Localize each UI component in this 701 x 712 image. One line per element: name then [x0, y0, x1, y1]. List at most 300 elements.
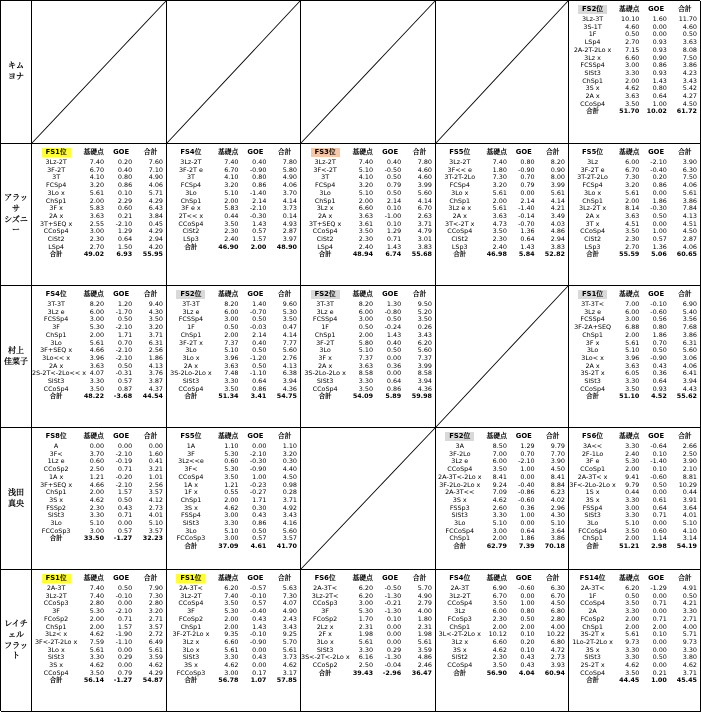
element-score: 4.60 [417, 165, 432, 174]
element-code: ChSp1 [582, 76, 603, 85]
element-score: 4.01 [682, 511, 697, 520]
element-code: ChSp1 [45, 622, 67, 631]
goe-value: 1.86 [652, 196, 667, 205]
goe-value: 0.90 [652, 53, 667, 62]
element-score: 5.61 [550, 188, 565, 197]
element-score: 4.62 [148, 661, 163, 670]
head-to-head-empty-cell [301, 428, 436, 570]
goe-value: -1.40 [518, 204, 535, 213]
element-code: 3Lo [185, 346, 197, 355]
goe-value: -0.30 [249, 457, 267, 466]
base-value: 4.07 [89, 369, 105, 378]
base-value: 1.98 [358, 630, 374, 639]
element-score: 4.92 [282, 503, 297, 512]
element-score: 3.43 [417, 330, 432, 339]
total-score: 60.65 [676, 250, 697, 259]
goe-value: -0.30 [650, 204, 667, 213]
score-breakdown-cell [569, 286, 701, 428]
base-value: 2.00 [492, 534, 507, 543]
base-value: 3.30 [625, 645, 640, 654]
goe-value: 0.64 [652, 503, 667, 512]
base-value: 4.10 [224, 173, 239, 182]
base-value: 2.30 [89, 503, 105, 512]
element-score: 2.71 [148, 614, 163, 623]
goe-value: 0.00 [652, 645, 667, 654]
base-value: 3.63 [224, 361, 239, 370]
element-score: 4.30 [148, 307, 163, 316]
element-score: 3.56 [682, 315, 697, 324]
skater-name: アラッサ シズニー [4, 192, 28, 235]
element-score: 6.41 [682, 369, 697, 378]
total-label: 合計 [184, 542, 198, 551]
base-value: 1.21 [89, 472, 105, 481]
element-score: 4.29 [148, 668, 163, 677]
base-value: 7.40 [224, 158, 239, 166]
goe-value: 0.70 [520, 173, 535, 182]
total-label: 合計 [586, 392, 599, 401]
total-label: 合計 [184, 242, 198, 251]
element-code: CCoSp4 [580, 668, 606, 677]
total-score: 55.95 [142, 250, 163, 259]
base-score-header: 基礎点 [619, 289, 640, 298]
base-value: 9.35 [224, 630, 239, 639]
element-code: 3S-1T [583, 22, 602, 31]
element-score: 4.16 [282, 519, 297, 528]
element-code: FSSp4 [582, 503, 603, 512]
base-value: 2.40 [358, 242, 374, 251]
base-value: 6.16 [358, 653, 374, 662]
base-value: 5.10 [89, 519, 105, 528]
base-value: 2.30 [492, 653, 507, 662]
base-value: 3.30 [89, 377, 105, 386]
element-score: 5.40 [682, 307, 697, 316]
base-value: 4.10 [89, 173, 105, 182]
element-code: 3T [186, 173, 195, 182]
element-score: 0.98 [282, 480, 297, 489]
element-score: 3.71 [417, 219, 432, 228]
element-score: 3.20 [148, 607, 163, 616]
goe-value: 1.57 [252, 235, 267, 244]
goe-value: 0.21 [117, 211, 133, 220]
goe-header: GOE [515, 147, 532, 156]
base-value: 5.10 [358, 188, 374, 197]
skater-name-cell [1, 286, 32, 428]
goe-value: 1.86 [652, 330, 667, 339]
total-score: 70.18 [544, 542, 565, 551]
goe-value: 0.00 [386, 353, 402, 362]
goe-value: 0.60 [117, 204, 133, 213]
element-code: 3Lz-2T [449, 158, 471, 166]
goe-value: 1.57 [117, 622, 133, 631]
base-value: 9.73 [625, 637, 640, 646]
base-value: 3.00 [89, 227, 105, 236]
element-code: FCSp4 [314, 181, 336, 190]
base-score-header: 基礎点 [352, 147, 373, 156]
goe-value: 0.20 [652, 173, 667, 182]
total-base: 56.90 [486, 668, 507, 677]
total-base: 49.02 [83, 250, 105, 259]
element-code: CiSt2 [451, 235, 469, 244]
element-code: ChSp1 [180, 330, 202, 339]
element-code: FCCoSp3 [41, 526, 71, 535]
goe-value: -2.10 [115, 219, 133, 228]
goe-value: 0.43 [252, 511, 267, 520]
goe-value: -1.10 [249, 369, 267, 378]
element-score: 1.60 [148, 449, 163, 458]
goe-value: 0.00 [386, 369, 402, 378]
element-code: 3Lo x [583, 188, 602, 197]
base-value: 7.15 [625, 45, 640, 54]
total-goe: 1.07 [250, 676, 267, 685]
base-value: 7.00 [492, 449, 507, 458]
total-header: 合計 [546, 431, 560, 440]
base-value: 9.79 [625, 480, 640, 489]
element-code: CiSt2 [584, 235, 602, 244]
base-value: 1.80 [492, 165, 507, 174]
totals-row [32, 393, 166, 401]
element-score: 3.49 [550, 211, 565, 220]
goe-value: -1.20 [249, 353, 267, 362]
base-value: 3.30 [625, 495, 640, 504]
base-value: 2.70 [625, 38, 640, 47]
element-score: 0.50 [682, 591, 697, 600]
base-value: 3.50 [224, 599, 239, 608]
base-value: 7.37 [358, 353, 374, 362]
element-score: 2.63 [417, 211, 432, 220]
goe-value: 0.86 [252, 519, 267, 528]
element-code: 3T-3T [47, 300, 65, 308]
goe-value: -0.90 [249, 465, 267, 474]
base-value: 5.61 [358, 637, 374, 646]
element-code: CCoSp2 [43, 465, 69, 474]
base-value: 3.30 [358, 377, 374, 386]
base-value: 3.63 [89, 361, 105, 370]
base-value: 2.00 [89, 488, 105, 497]
element-score: 4.60 [682, 22, 697, 31]
goe-value: 0.71 [386, 235, 402, 244]
base-value: 4.62 [625, 84, 640, 93]
element-code: 2S-2T<-2Lo<< x [32, 369, 87, 378]
goe-value: 0.86 [652, 181, 667, 190]
goe-value: 0.50 [117, 361, 133, 370]
goe-header: GOE [382, 289, 399, 298]
element-code: 3Lz< x [45, 630, 68, 639]
element-score: 4.14 [282, 196, 297, 205]
element-score: 4.36 [417, 384, 432, 393]
element-score: 8.08 [682, 45, 697, 54]
element-score: 0.30 [282, 457, 297, 466]
total-score: 36.47 [411, 668, 432, 677]
score-breakdown-cell [167, 570, 301, 712]
element-score: 2.46 [417, 661, 432, 670]
element-score: 3.86 [550, 534, 565, 543]
base-score-header: 基礎点 [486, 431, 507, 440]
goe-value: -0.04 [384, 661, 402, 670]
goe-value: 0.64 [652, 377, 667, 386]
rank-badge: FS5位 [180, 431, 202, 440]
skater-name: 浅田 真央 [8, 487, 24, 508]
element-code: ChSp1 [582, 196, 603, 205]
element-score: 5.60 [282, 526, 297, 535]
element-code: 2A x [183, 361, 199, 370]
element-code: SlSt3 [182, 519, 200, 528]
skater-name-cell [1, 144, 32, 286]
total-base: 51.70 [619, 107, 640, 116]
element-code: 2A x [317, 361, 333, 370]
goe-value: -1.70 [115, 307, 133, 316]
goe-value: 0.64 [252, 377, 267, 386]
total-label: 合計 [586, 250, 599, 259]
base-value: 5.61 [625, 338, 640, 347]
element-score: 4.12 [148, 495, 163, 504]
base-value: 4.60 [625, 22, 640, 31]
base-value: 2.00 [358, 196, 374, 205]
total-header: 合計 [143, 147, 158, 156]
rank-badge: FS1位 [578, 290, 607, 300]
element-score: 6.30 [550, 584, 565, 592]
base-value: 6.60 [492, 637, 507, 646]
total-label: 合計 [49, 250, 63, 259]
score-table [167, 288, 300, 401]
base-value: 6.70 [625, 165, 640, 174]
base-value: 3.20 [492, 181, 507, 190]
goe-value: 0.29 [117, 653, 133, 662]
goe-value: 0.10 [386, 614, 402, 623]
goe-value: 0.64 [386, 377, 402, 386]
score-breakdown-cell [167, 428, 301, 570]
diagonal-line [32, 1, 166, 143]
base-value: 2.00 [224, 622, 239, 631]
base-value: 3.30 [625, 377, 640, 386]
element-code: 1Lz e [47, 457, 65, 466]
score-table [436, 430, 568, 551]
element-code: ChSp1 [449, 622, 471, 631]
goe-value: 0.43 [252, 614, 267, 623]
base-score-header: 基礎点 [619, 4, 640, 13]
element-code: 2T<< x [178, 211, 204, 220]
score-table [32, 288, 166, 401]
base-value: 6.20 [224, 584, 239, 592]
element-code: LSp3 [183, 235, 199, 244]
total-base: 62.79 [486, 542, 507, 551]
element-score: 7.84 [682, 204, 697, 213]
base-value: 3.96 [89, 353, 105, 362]
total-goe: -3.68 [113, 392, 133, 401]
goe-value: 0.93 [652, 45, 667, 54]
goe-value: 0.00 [520, 472, 535, 481]
base-value: 7.40 [89, 591, 105, 600]
base-value: 3.00 [224, 668, 239, 677]
element-score: 3.90 [550, 457, 565, 466]
element-code: 3T+SEQ x [308, 219, 342, 228]
goe-value: 0.71 [652, 599, 667, 608]
goe-value: -0.90 [518, 165, 535, 174]
total-score: 45.45 [676, 676, 697, 685]
element-code: 2A x [48, 361, 64, 370]
base-value: 5.61 [89, 645, 105, 654]
goe-value: 0.10 [520, 630, 535, 639]
element-score: 4.50 [282, 472, 297, 481]
base-value: 2.40 [492, 242, 507, 251]
element-code: FCoSp2 [313, 614, 338, 623]
total-goe: 3.41 [250, 392, 267, 401]
goe-value: 0.50 [652, 211, 667, 220]
rank-badge: FS2位 [445, 432, 474, 442]
element-score: 10.22 [546, 630, 565, 639]
base-value: 3.63 [625, 211, 640, 220]
goe-value: 0.00 [386, 637, 402, 646]
element-code: 3F [321, 607, 329, 616]
base-value: 3.96 [224, 353, 239, 362]
total-score: 57.85 [276, 676, 297, 685]
goe-value: 0.40 [386, 338, 402, 347]
base-value: 6.88 [625, 323, 640, 332]
element-score: 7.50 [682, 53, 697, 62]
element-score: 3.94 [417, 377, 432, 386]
base-value: 1.10 [224, 442, 239, 450]
element-score: 8.84 [550, 480, 565, 489]
total-goe: -1.27 [113, 534, 133, 543]
goe-value: -2.10 [115, 353, 133, 362]
totals-row [301, 670, 435, 678]
base-value: 0.50 [625, 30, 640, 39]
goe-value: 0.00 [117, 442, 133, 450]
goe-value: 0.40 [386, 158, 402, 166]
base-value: 7.40 [89, 584, 105, 592]
base-value: 3.50 [492, 599, 507, 608]
goe-value: -0.24 [384, 323, 402, 332]
element-code: CCoSp4 [580, 227, 606, 236]
element-code: SlSt3 [451, 511, 468, 520]
element-code: FCoSp2 [44, 614, 69, 623]
element-code: SlSt3 [47, 377, 65, 386]
base-value: 2.40 [224, 235, 239, 244]
score-table [569, 288, 700, 401]
goe-value: 1.71 [117, 330, 133, 339]
base-value: 6.20 [358, 591, 374, 600]
element-code: 3Lo x [47, 645, 65, 654]
score-breakdown-cell [301, 144, 436, 286]
element-code: ChSp1 [45, 488, 67, 497]
base-value: 2.00 [492, 622, 507, 631]
element-score: 4.14 [417, 196, 432, 205]
element-score: 4.43 [682, 384, 697, 393]
score-breakdown-cell [436, 570, 569, 712]
element-code: 2A-3T< x [577, 472, 608, 481]
element-score: 3.59 [148, 653, 163, 662]
goe-value: 0.00 [652, 519, 667, 528]
goe-value: 1.00 [652, 99, 667, 108]
element-score: 3.63 [682, 38, 697, 47]
element-code: ChSp1 [449, 534, 471, 543]
element-code: 3F-2Lo [449, 449, 471, 458]
element-score: 5.61 [682, 188, 697, 197]
base-value: 0.50 [625, 591, 640, 600]
goe-value: 0.93 [652, 68, 667, 77]
goe-value: 0.50 [652, 346, 667, 355]
goe-value: -1.29 [650, 584, 667, 592]
base-value: 5.61 [89, 338, 105, 347]
rank-badge: FS1位 [176, 574, 205, 584]
score-breakdown-cell [167, 286, 301, 428]
base-value: 2.50 [358, 661, 374, 670]
element-code: 3S-2Lo-2Lo x [304, 369, 346, 378]
element-code: 3F<-2Lo-2Lo x [569, 480, 616, 489]
base-value: 2.00 [224, 495, 239, 504]
base-value: 0.60 [224, 457, 239, 466]
goe-value: 0.00 [652, 188, 667, 197]
goe-header: GOE [113, 573, 130, 582]
goe-value: 0.79 [520, 181, 535, 190]
element-code: 3S x [49, 661, 64, 670]
goe-value: -1.30 [384, 653, 402, 662]
goe-value: -1.30 [384, 607, 402, 616]
element-code: CCoSp4 [447, 227, 473, 236]
total-score: 41.70 [276, 542, 297, 551]
element-score: 5.71 [682, 630, 697, 639]
total-base: 56.14 [83, 676, 105, 685]
goe-value: 0.00 [652, 661, 667, 670]
base-value: 8.20 [89, 300, 105, 308]
element-code: CCoSp4 [312, 384, 338, 393]
element-code: 3F< [184, 465, 198, 474]
element-code: 3Lz-2T [45, 158, 67, 166]
element-code: 2F-1Lo [581, 449, 604, 458]
goe-value: 0.86 [386, 384, 402, 393]
element-score: 4.14 [550, 196, 565, 205]
base-value: 4.66 [89, 480, 105, 489]
element-score: 3.99 [550, 181, 565, 190]
base-value: 7.37 [224, 338, 239, 347]
head-to-head-empty-cell [167, 1, 301, 144]
goe-value: -0.14 [518, 211, 535, 220]
element-score: 3.17 [282, 668, 297, 677]
score-breakdown-cell [569, 1, 701, 144]
total-header: 合計 [412, 147, 427, 156]
goe-header: GOE [113, 289, 130, 298]
goe-value: 0.70 [652, 338, 667, 347]
total-base: 44.45 [619, 676, 640, 685]
goe-value: 1.86 [520, 534, 535, 543]
element-code: 3Lo x [182, 353, 200, 362]
element-score: 2.31 [417, 622, 432, 631]
element-score: 3.97 [282, 235, 297, 244]
total-header: 合計 [678, 147, 692, 156]
element-code: CCoSp3 [312, 599, 338, 608]
base-score-header: 基礎点 [217, 431, 239, 440]
element-score: 1.10 [282, 442, 297, 450]
element-score: 4.60 [417, 173, 432, 182]
goe-value: 0.00 [652, 219, 667, 228]
base-value: 5.10 [625, 346, 640, 355]
total-goe: 2.00 [250, 242, 267, 251]
base-value: 2.00 [89, 622, 105, 631]
total-header: 合計 [143, 431, 158, 440]
goe-value: 0.36 [652, 369, 667, 378]
score-breakdown-cell [436, 144, 569, 286]
element-score: 4.79 [417, 227, 432, 236]
element-code: 3Lz-2T x [579, 204, 607, 213]
goe-value: 2.14 [252, 196, 267, 205]
element-score: 4.21 [682, 599, 697, 608]
element-score: 6.70 [417, 204, 432, 213]
element-code: 3T-3T [316, 300, 334, 308]
goe-value: 0.43 [652, 361, 667, 370]
element-score: 3.30 [682, 607, 697, 616]
base-value: 5.61 [492, 188, 507, 197]
element-score: 0.47 [282, 323, 297, 332]
goe-value: 1.29 [386, 227, 402, 236]
